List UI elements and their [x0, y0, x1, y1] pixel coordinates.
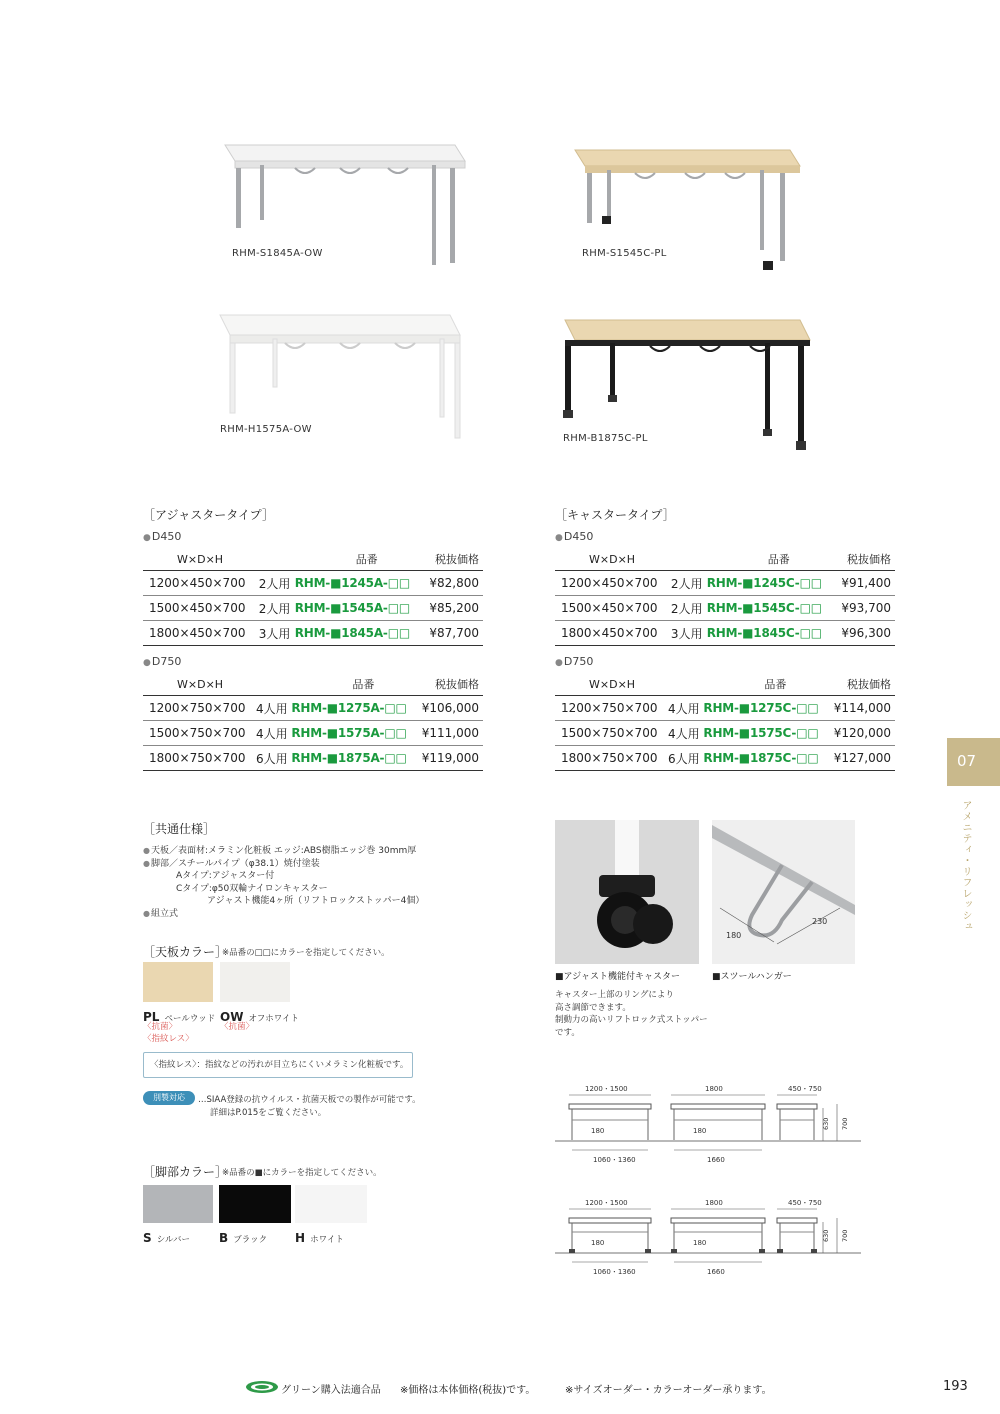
adjuster-d450-label: ● D450	[143, 530, 181, 543]
leg-color-title: ［脚部カラー］	[143, 1165, 228, 1179]
caster-d450-label: ● D450	[555, 530, 593, 543]
col-size: W×D×H	[143, 548, 258, 571]
stool-hanger-photo	[712, 820, 855, 964]
col-price: 税抜価格	[428, 548, 483, 571]
svg-text:1660: 1660	[707, 1156, 725, 1164]
dimension-diagram-caster	[555, 1196, 865, 1281]
caster-photo	[555, 820, 699, 964]
swatch-label-s: S シルバー	[143, 1231, 190, 1245]
footer-price-note: ※価格は本体価格(税抜)です。	[400, 1385, 536, 1396]
svg-text:700: 700	[841, 1229, 849, 1242]
product-code: RHM-■1845C-□□	[706, 621, 841, 646]
common-spec-list: ● 天板／表面材:メラミン化粧板 エッジ:ABS樹脂エッジ巻 30mm厚 ● 脚部／スチールパイプ（φ38.1）焼付塗装 Aタイプ:アジャスター付 Cタイプ:φ50双輪ナイロンキャスター アジャスト機能4ヶ所（リフトロックストッパー4個） ● 組立式	[143, 845, 433, 920]
chapter-number: 07	[957, 752, 977, 770]
product-code: RHM-■1875C-□□	[702, 746, 832, 771]
svg-text:1060・1360: 1060・1360	[593, 1156, 636, 1164]
svg-text:450・750: 450・750	[788, 1085, 822, 1093]
product-code: RHM-■1275A-□□	[290, 696, 420, 721]
caster-section-title: ［キャスタータイプ］	[555, 508, 675, 522]
svg-text:700: 700	[841, 1117, 849, 1130]
swatch-pale-wood	[143, 962, 213, 1002]
product-code: RHM-■1575A-□□	[290, 721, 420, 746]
table-row: 1200×750×700 4人用 RHM-■1275A-□□ ¥106,000	[143, 696, 483, 721]
caster-description: キャスター上部のリングにより 高さ調節できます。 制動力の高いリフトロック式ストッパー です。	[555, 990, 708, 1038]
swatch-silver	[143, 1185, 213, 1223]
svg-text:180: 180	[693, 1239, 707, 1247]
product-label: RHM-S1545C-PL	[582, 248, 667, 259]
adjuster-d750-label: ● D750	[143, 655, 181, 668]
product-code: RHM-■1245A-□□	[294, 571, 429, 596]
svg-text:180: 180	[591, 1239, 605, 1247]
swatch-label-h: H ホワイト	[295, 1231, 344, 1245]
top-color-title: ［天板カラー］	[143, 945, 228, 959]
product-label: RHM-S1845A-OW	[232, 248, 323, 259]
svg-text:1200・1500: 1200・1500	[585, 1085, 628, 1093]
product-code: RHM-■1845A-□□	[294, 621, 429, 646]
svg-text:630: 630	[822, 1117, 830, 1130]
svg-text:1800: 1800	[705, 1085, 723, 1093]
chapter-tab	[947, 738, 1000, 786]
product-code: RHM-■1245C-□□	[706, 571, 841, 596]
green-purchase-label: グリーン購入法適合品	[281, 1385, 381, 1396]
table-row: 1800×750×700 6人用 RHM-■1875A-□□ ¥119,000	[143, 746, 483, 771]
svg-text:180: 180	[693, 1127, 707, 1135]
product-code: RHM-■1275C-□□	[702, 696, 832, 721]
special-order-text2: 詳細はP.015をご覧ください。	[210, 1108, 327, 1118]
product-code: RHM-■1875A-□□	[290, 746, 420, 771]
page-number: 193	[943, 1379, 968, 1394]
table-row: 1200×750×700 4人用 RHM-■1275C-□□ ¥114,000	[555, 696, 895, 721]
special-order-text: …SIAA登録の抗ウイルス・抗菌天板での製作が可能です。	[198, 1095, 421, 1105]
adjuster-d750-table: W×D×H 品番 税抜価格 1200×750×700 4人用 RHM-■1275A-□□ ¥106,000 1500×750×700 4人用 RHM-■1575A-□□ ¥111,000 1800×750×700 6人用 RHM-■1875A-□□ ¥119,000	[143, 673, 483, 771]
swatch-label-b: B ブラック	[219, 1231, 268, 1245]
special-order-badge: 別製対応	[143, 1091, 195, 1105]
green-purchase-logo-icon	[245, 1380, 279, 1394]
hanger-caption: ■スツールハンガー	[712, 972, 792, 982]
svg-text:630: 630	[822, 1229, 830, 1242]
swatch-white	[295, 1185, 367, 1223]
fingerprint-note: 〈指紋レス〉：指紋などの汚れが目立ちにくいメラミン化粧板です。	[143, 1052, 413, 1078]
table-row: 1800×750×700 6人用 RHM-■1875C-□□ ¥127,000	[555, 746, 895, 771]
hanger-dim-a: 180	[726, 931, 742, 940]
swatch-black	[219, 1185, 291, 1223]
dimension-diagram-adjuster	[555, 1082, 865, 1172]
svg-text:1060・1360: 1060・1360	[593, 1268, 636, 1276]
table-row: 1500×750×700 4人用 RHM-■1575A-□□ ¥111,000	[143, 721, 483, 746]
hanger-dim-b: 230	[812, 917, 828, 926]
product-label: RHM-B1875C-PL	[563, 433, 648, 444]
product-code: RHM-■1545A-□□	[294, 596, 429, 621]
svg-text:1660: 1660	[707, 1268, 725, 1276]
svg-text:1800: 1800	[705, 1199, 723, 1207]
swatch-off-white	[220, 962, 290, 1002]
table-row: 1200×450×700 2人用 RHM-■1245A-□□ ¥82,800	[143, 571, 483, 596]
table-row: 1200×450×700 2人用 RHM-■1245C-□□ ¥91,400	[555, 571, 895, 596]
product-code: RHM-■1575C-□□	[702, 721, 832, 746]
adjuster-d450-table	[143, 548, 483, 646]
product-label: RHM-H1575A-OW	[220, 424, 312, 435]
caster-caption: ■アジャスト機能付キャスター	[555, 972, 680, 982]
svg-text:450・750: 450・750	[788, 1199, 822, 1207]
footer-order-note: ※サイズオーダー・カラーオーダー承ります。	[565, 1385, 772, 1396]
top-color-note: ※品番の□□にカラーを指定してください。	[222, 948, 390, 958]
caster-d750-table: W×D×H 品番 税抜価格 1200×750×700 4人用 RHM-■1275C-□□ ¥114,000 1500×750×700 4人用 RHM-■1575C-□□ ¥120,000 1800×750×700 6人用 RHM-■1875C-□□ ¥127,000	[555, 673, 895, 771]
leg-color-note: ※品番の■にカラーを指定してください。	[222, 1168, 382, 1178]
table-row: 1800×450×700 3人用 RHM-■1845A-□□ ¥87,700	[143, 621, 483, 646]
table-row: 1500×450×700 2人用 RHM-■1545A-□□ ¥85,200	[143, 596, 483, 621]
svg-text:180: 180	[591, 1127, 605, 1135]
table-row: 1500×750×700 4人用 RHM-■1575C-□□ ¥120,000	[555, 721, 895, 746]
common-spec-title: ［共通仕様］	[143, 822, 216, 836]
table-row: 1800×450×700 3人用 RHM-■1845C-□□ ¥96,300	[555, 621, 895, 646]
svg-text:1200・1500: 1200・1500	[585, 1199, 628, 1207]
adjuster-section-title: ［アジャスタータイプ］	[143, 508, 275, 522]
table-row: 1500×450×700 2人用 RHM-■1545C-□□ ¥93,700	[555, 596, 895, 621]
chapter-label: アメニティ・リフレッシュ	[960, 800, 971, 932]
swatch-label-pl: PL ペールウッド	[143, 1010, 216, 1024]
col-code: 品番	[294, 548, 429, 571]
caster-d450-table: W×D×H 品番 税抜価格 1200×450×700 2人用 RHM-■1245C-□□ ¥91,400 1500×450×700 2人用 RHM-■1545C-□□ ¥93,700 1800×450×700 3人用 RHM-■1845C-□□ ¥96,300	[555, 548, 895, 646]
caster-d750-label: ● D750	[555, 655, 593, 668]
product-code: RHM-■1545C-□□	[706, 596, 841, 621]
swatch-label-ow: OW オフホワイト	[220, 1010, 300, 1024]
